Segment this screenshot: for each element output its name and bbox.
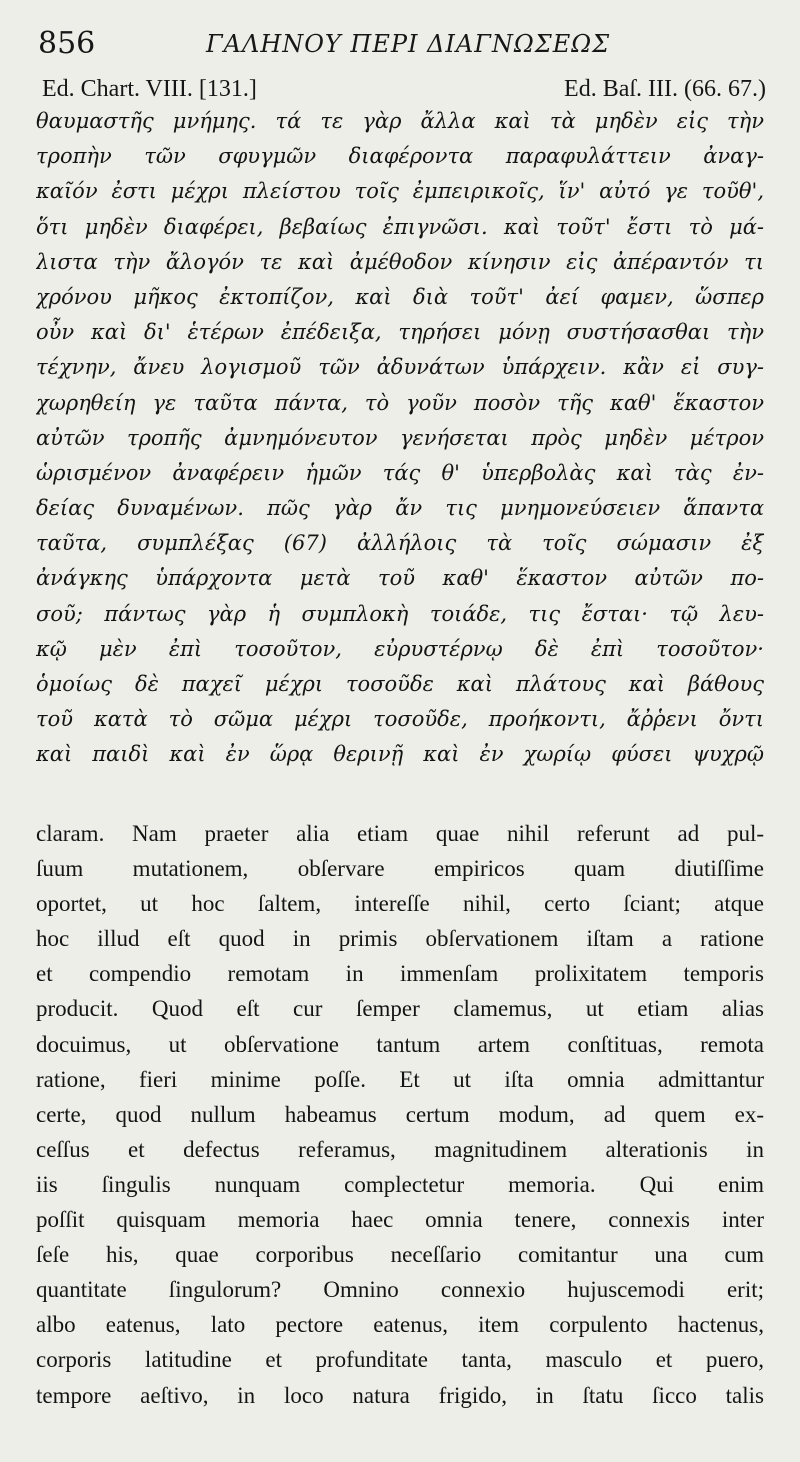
greek-text-line: λιστα τὴν ἄλογόν τε καὶ ἀμέθοδον κίνησιν εἰς ἀπέραντόν τι <box>36 249 764 274</box>
latin-text-line: oportet, ut hoc ſaltem, intereſſe nihil, certo ſciant; atque <box>36 891 764 917</box>
latin-text-line: ſuum mutationem, obſervare empiricos quam diutiſſime <box>36 856 764 882</box>
greek-text-line: ταῦτα, συμπλέξας (67) ἀλλήλοις τὰ τοῖς σώμασιν ἐξ <box>36 531 764 556</box>
latin-text-line: certe, quod nullum habeamus certum modum, ad quem ex- <box>36 1101 764 1127</box>
page-number: 856 <box>38 26 96 61</box>
greek-text-line: ἀνάγκης ὑπάρχοντα μετὰ τοῦ καθ' ἕκαστον αὐτῶν πο- <box>36 566 764 591</box>
latin-text-line: claram. Nam praeter alia etiam quae nihil referunt ad pul- <box>36 821 764 846</box>
running-title: ΓΑΛΗΝΟΥ ΠΕΡΙ ΔΙΑΓΝΩΣΕΩΣ <box>206 30 611 58</box>
greek-text-line: καὶ παιδὶ καὶ ἐν ὥρᾳ θερινῇ καὶ ἐν χωρίῳ φύσει ψυχρῷ <box>36 742 764 767</box>
greek-text-line: ὁμοίως δὲ παχεῖ μέχρι τοσοῦδε καὶ πλάτους καὶ βάθους <box>36 672 764 696</box>
greek-text-line: τοῦ κατὰ τὸ σῶμα μέχρι τοσοῦδε, προήκοντι, ἄῤῥενι ὄντι <box>36 707 764 732</box>
latin-text-block <box>36 816 764 1413</box>
latin-text-line: iis ſingulis nunquam complectetur memoria. Qui enim <box>36 1171 764 1197</box>
latin-text-line: quantitate ſingulorum? Omnino connexio hujuscemodi erit; <box>36 1277 764 1303</box>
greek-text-line: ὡρισμένον ἀναφέρειν ἡμῶν τάς θ' ὑπερβολὰς καὶ τὰς ἐν- <box>36 460 764 485</box>
latin-text-line: et compendio remotam in immenſam prolixitatem temporis <box>36 961 764 987</box>
greek-text-line: χρόνου μῆκος ἐκτοπίζον, καὶ διὰ τοῦτ' ἀεί φαμεν, ὥσπερ <box>36 284 764 309</box>
greek-text-block <box>36 104 764 773</box>
edition-basel-reference: Ed. Baſ. III. (66. 67.) <box>564 76 766 102</box>
greek-text-line: κῷ μὲν ἐπὶ τοσοῦτον, εὐρυστέρνῳ δὲ ἐπὶ τοσοῦτον· <box>36 636 764 661</box>
greek-text-line: καῖόν ἐστι μέχρι πλείστου τοῖς ἐμπειρικοῖς, ἵν' αὐτό γε τοῦθ', <box>36 179 764 204</box>
greek-text-line: χωρηθείη γε ταῦτα πάντα, τὸ γοῦν ποσὸν τῆς καθ' ἕκαστον <box>36 390 764 415</box>
latin-text-line: albo eatenus, lato pectore eatenus, item corpulento hactenus, <box>36 1312 764 1338</box>
edition-chart-reference: Ed. Chart. VIII. [131.] <box>42 76 257 102</box>
latin-text-line: docuimus, ut obſervatione tantum artem conſtituas, remota <box>36 1031 764 1057</box>
greek-text-line: θαυμαστῆς μνήμης. τά τε γὰρ ἄλλα καὶ τὰ μηδὲν εἰς τὴν <box>36 109 764 133</box>
latin-text-line: ceſſus et defectus referamus, magnitudinem alterationis in <box>36 1136 764 1162</box>
greek-text-line: αὐτῶν τροπῆς ἀμνημόνευτον γενήσεται πρὸς μηδὲν μέτρον <box>36 425 764 450</box>
page-header <box>38 26 766 66</box>
latin-text-line: ſeſe his, quae corporibus neceſſario comitantur una cum <box>36 1242 764 1268</box>
greek-text-line: σοῦ; πάντως γὰρ ἡ συμπλοκὴ τοιάδε, τις ἔσται· τῷ λευ- <box>36 601 764 626</box>
latin-text-line: corporis latitudine et profunditate tanta, masculo et puero, <box>36 1347 764 1373</box>
latin-text-line: poſſit quisquam memoria haec omnia tenere, connexis inter <box>36 1207 764 1233</box>
greek-text-line: ὅτι μηδὲν διαφέρει, βεβαίως ἐπιγνῶσι. καὶ τοῦτ' ἔστι τὸ μά- <box>36 214 764 239</box>
greek-text-line: τέχνην, ἄνευ λογισμοῦ τῶν ἀδυνάτων ὑπάρχειν. κἂν εἰ συγ- <box>36 355 764 380</box>
latin-text-line: producit. Quod eſt cur ſemper clamemus, ut etiam alias <box>36 996 764 1022</box>
greek-text-line: δείας δυναμένων. πῶς γὰρ ἄν τις μνημονεύσειεν ἅπαντα <box>36 496 764 521</box>
latin-text-line: ratione, fieri minime poſſe. Et ut iſta omnia admittantur <box>36 1066 764 1092</box>
greek-text-line: οὖν καὶ δι' ἑτέρων ἐπέδειξα, τηρήσει μόνῃ συστήσασθαι τὴν <box>36 320 764 345</box>
latin-text-line: tempore aeſtivo, in loco natura frigido, in ſtatu ſicco talis <box>36 1382 764 1408</box>
latin-text-line: hoc illud eſt quod in primis obſervationem iſtam a ratione <box>36 926 764 952</box>
greek-text-line: τροπὴν τῶν σφυγμῶν διαφέροντα παραφυλάττειν ἀναγ- <box>36 144 764 169</box>
